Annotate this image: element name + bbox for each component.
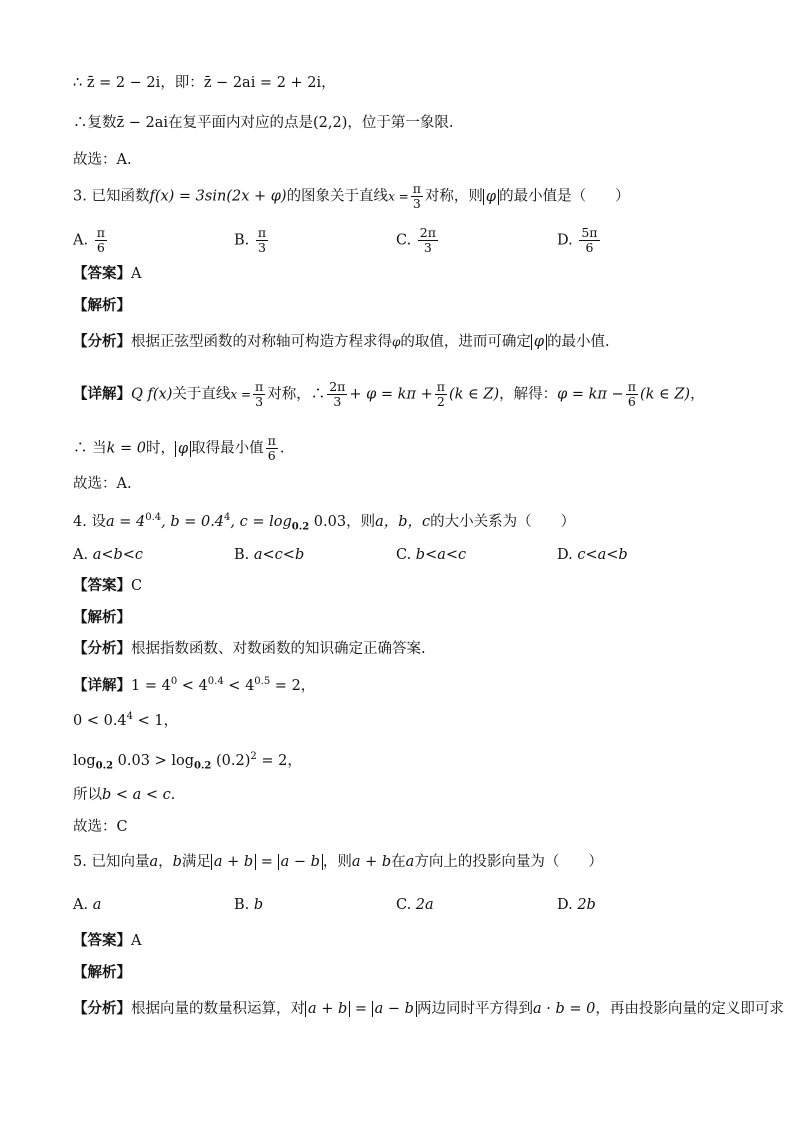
answer-tag: 【答案】 bbox=[73, 578, 131, 594]
option-text: b<a<c bbox=[415, 547, 467, 563]
detail-tag: 【详解】 bbox=[73, 677, 131, 694]
math-expr: log bbox=[73, 752, 96, 769]
q4-option-d bbox=[557, 543, 628, 567]
jiexi-tag: 【解析】 bbox=[73, 610, 131, 626]
q4-option-b bbox=[234, 543, 304, 567]
numerator: π bbox=[257, 225, 267, 240]
math-expr: a = 4 bbox=[105, 513, 146, 530]
option-text: 2a bbox=[415, 897, 434, 913]
math-expr: φ = kπ − bbox=[557, 386, 624, 403]
math-expr: a + b bbox=[351, 854, 392, 870]
jiexi-tag: 【解析】 bbox=[73, 298, 131, 314]
q4-detail-3 bbox=[73, 745, 754, 779]
q3-option-d bbox=[557, 226, 602, 255]
q3-analysis bbox=[73, 330, 754, 354]
math-expr: 0.03 > log bbox=[113, 752, 194, 769]
q5-option-c bbox=[396, 893, 434, 917]
q4-option-c bbox=[396, 543, 466, 567]
numerator: π bbox=[627, 379, 636, 394]
text: ， bbox=[321, 75, 336, 91]
abs-phi: φ bbox=[531, 334, 547, 350]
option-text: a bbox=[92, 897, 102, 913]
analysis-tag: 【分析】 bbox=[73, 641, 131, 657]
option-label: D. bbox=[557, 547, 573, 563]
numerator: 2π bbox=[419, 225, 436, 240]
q3-jiexi bbox=[73, 294, 754, 318]
text: 取得最小值 bbox=[191, 440, 264, 457]
text: . bbox=[279, 440, 285, 457]
q5-answer bbox=[73, 929, 754, 953]
fraction bbox=[626, 380, 638, 409]
option-label: B. bbox=[234, 547, 250, 563]
text: 4. 设 bbox=[73, 513, 106, 530]
denominator: 3 bbox=[255, 394, 264, 409]
option-text: a<b<c bbox=[92, 547, 144, 563]
exponent: 0.4 bbox=[145, 512, 162, 523]
math-expr: ∴ z̄ = 2 − 2i bbox=[73, 75, 161, 91]
math-expr: (k ∈ Z) bbox=[448, 386, 500, 403]
q4-option-a bbox=[73, 543, 143, 567]
choose-line: 故选：A. bbox=[73, 152, 132, 168]
text: ，则 bbox=[346, 513, 376, 530]
exponent: 0 bbox=[170, 676, 178, 687]
text: 的最小值. bbox=[547, 334, 610, 350]
math-expr: < 4 bbox=[223, 677, 255, 694]
exponent: 4 bbox=[224, 512, 231, 523]
denominator: 6 bbox=[585, 240, 594, 255]
jiexi-tag: 【解析】 bbox=[73, 965, 131, 981]
math-expr: , c = log bbox=[230, 513, 292, 530]
text: 方向上的投影向量为（ ） bbox=[414, 854, 603, 870]
option-label: A. bbox=[73, 232, 89, 249]
text: 两边同时平方得到 bbox=[416, 1001, 533, 1017]
abs-phi: φ bbox=[483, 189, 499, 205]
math-expr: 1 = 4 bbox=[131, 677, 171, 694]
text: 在 bbox=[391, 854, 406, 870]
fraction bbox=[579, 226, 599, 255]
fraction bbox=[435, 380, 447, 409]
math-expr: < 1 bbox=[133, 712, 164, 729]
math-expr: , b = 0.4 bbox=[161, 513, 225, 530]
math-expr: x = bbox=[388, 189, 409, 204]
option-text: 2b bbox=[577, 897, 596, 913]
detail-tag: 【详解】 bbox=[73, 386, 131, 403]
math-expr: a · b = 0 bbox=[532, 1001, 596, 1017]
math-expr: f(x) = 3sin(2x + φ) bbox=[149, 188, 287, 205]
option-text: c<a<b bbox=[577, 547, 628, 563]
text: 所以 bbox=[73, 787, 102, 803]
text: 3. 已知函数 bbox=[73, 188, 150, 205]
answer-tag: 【答案】 bbox=[73, 933, 131, 949]
text: 对称， bbox=[267, 386, 311, 403]
q4-so bbox=[73, 783, 754, 807]
numerator: π bbox=[412, 181, 421, 196]
denominator: 3 bbox=[423, 240, 432, 255]
text: 满足 bbox=[181, 854, 211, 870]
text: ， bbox=[300, 677, 316, 694]
q4-answer bbox=[73, 574, 754, 598]
analysis-tag: 【分析】 bbox=[73, 334, 131, 350]
q4-choose: 故选：C bbox=[73, 819, 128, 835]
fraction bbox=[411, 182, 423, 211]
option-label: A. bbox=[73, 547, 89, 563]
denominator: 6 bbox=[96, 240, 105, 255]
exponent: 0.5 bbox=[254, 676, 271, 687]
math-expr: z̄ − 2ai bbox=[116, 115, 169, 131]
numerator: π bbox=[255, 379, 264, 394]
q5-option-d bbox=[557, 893, 596, 917]
text: 的最小值是（ ） bbox=[499, 188, 630, 205]
text: 关于直线 bbox=[172, 386, 231, 403]
denominator: 6 bbox=[627, 394, 636, 409]
option-label: C. bbox=[396, 547, 412, 563]
denominator: 2 bbox=[436, 394, 445, 409]
q4-detail-1 bbox=[73, 670, 754, 698]
text: ，再由投影向量的定义即可求 bbox=[595, 1001, 784, 1017]
text: ∴复数 bbox=[73, 115, 117, 131]
solution-line-point bbox=[73, 111, 754, 135]
q5-analysis bbox=[73, 997, 784, 1021]
text: 根据正弦型函数的对称轴可构造方程求得 bbox=[131, 334, 392, 350]
numerator: π bbox=[267, 433, 276, 448]
text: ， bbox=[690, 386, 705, 403]
numerator: 2π bbox=[329, 379, 346, 394]
text: ∴ 当 bbox=[73, 440, 107, 457]
fraction bbox=[418, 226, 438, 255]
math-expr: a，b，c bbox=[375, 513, 431, 530]
vector-b: b bbox=[172, 854, 182, 870]
solution-line-conjugate bbox=[73, 71, 754, 95]
math-expr: φ bbox=[392, 335, 401, 349]
q5-option-a bbox=[73, 893, 101, 917]
math-expr: < 4 bbox=[177, 677, 208, 694]
q3-option-a bbox=[73, 226, 109, 255]
q3-answer bbox=[73, 262, 754, 286]
text: 根据指数函数、对数函数的知识确定正确答案. bbox=[131, 641, 426, 657]
text: . bbox=[170, 787, 176, 803]
numerator: π bbox=[436, 379, 445, 394]
option-label: B. bbox=[234, 232, 250, 249]
fraction bbox=[266, 434, 278, 463]
question-3-stem bbox=[73, 182, 754, 211]
q4-jiexi bbox=[73, 606, 754, 630]
abs-diff: a − b bbox=[372, 1001, 417, 1017]
math-expr: (0.2) bbox=[211, 752, 251, 769]
abs-sum: a + b bbox=[305, 1001, 350, 1017]
text: 时， bbox=[146, 440, 175, 457]
answer-value: A bbox=[131, 933, 142, 949]
option-text: a<c<b bbox=[253, 547, 305, 563]
text: ， bbox=[287, 752, 302, 769]
denominator: 3 bbox=[258, 240, 266, 255]
text: 对称，则 bbox=[424, 188, 483, 205]
answer-tag: 【答案】 bbox=[73, 266, 131, 282]
vector-a: a bbox=[149, 854, 159, 870]
q3-when bbox=[73, 434, 754, 463]
fraction bbox=[327, 380, 347, 409]
answer-value: A bbox=[131, 266, 142, 282]
q5-option-b bbox=[234, 893, 263, 917]
option-label: C. bbox=[396, 232, 412, 249]
math-expr: = bbox=[350, 1001, 372, 1017]
text: 的图象关于直线 bbox=[286, 188, 389, 205]
math-expr: b < a < c bbox=[102, 787, 171, 803]
numerator: 5π bbox=[581, 225, 598, 240]
text: 的取值，进而可确定 bbox=[400, 334, 531, 350]
denominator: 6 bbox=[267, 448, 276, 463]
text: 在复平面内对应的点是 bbox=[168, 115, 314, 131]
option-label: A. bbox=[73, 897, 89, 913]
denominator: 3 bbox=[412, 196, 421, 211]
log-base: 0.2 bbox=[291, 521, 310, 533]
text: 根据向量的数量积运算，对 bbox=[131, 1001, 305, 1017]
math-expr: 0.03 bbox=[309, 513, 347, 530]
q3-option-c bbox=[396, 226, 440, 255]
math-expr: = 2 bbox=[256, 752, 288, 769]
therefore-symbol: ∴ bbox=[310, 386, 326, 403]
abs-phi: φ bbox=[175, 441, 191, 457]
math-expr: x = bbox=[230, 387, 251, 402]
q3-detail bbox=[73, 380, 754, 409]
text: ， bbox=[163, 712, 179, 729]
log-base: 0.2 bbox=[95, 760, 114, 772]
log-base: 0.2 bbox=[193, 760, 212, 772]
fraction bbox=[256, 226, 268, 255]
math-expr: k = 0 bbox=[106, 440, 146, 457]
abs-sum: a + b bbox=[211, 854, 256, 870]
math-expr: z̄ − 2ai = 2 + 2i bbox=[203, 75, 322, 91]
answer-value: C bbox=[131, 578, 143, 594]
question-5-stem bbox=[73, 850, 754, 874]
option-text: b bbox=[253, 897, 264, 913]
numerator: π bbox=[96, 225, 105, 240]
option-label: B. bbox=[234, 897, 250, 913]
math-expr: 0 < 0.4 bbox=[73, 712, 127, 729]
text: ， bbox=[158, 854, 173, 870]
math-expr: = 2 bbox=[270, 677, 301, 694]
text: ，位于第一象限. bbox=[347, 115, 454, 131]
q3-option-b bbox=[234, 226, 270, 255]
option-label: D. bbox=[557, 232, 573, 249]
math-expr: + φ = kπ + bbox=[349, 386, 433, 403]
denominator: 3 bbox=[333, 394, 342, 409]
abs-diff: a − b bbox=[278, 854, 323, 870]
text: ，即： bbox=[160, 75, 204, 91]
q3-choose: 故选：A. bbox=[73, 476, 132, 492]
text: ，解得： bbox=[499, 386, 558, 403]
text: ，则 bbox=[322, 854, 352, 870]
q5-jiexi bbox=[73, 961, 754, 985]
question-4-stem bbox=[73, 506, 754, 540]
exponent: 4 bbox=[126, 711, 134, 722]
exponent: 2 bbox=[250, 751, 257, 762]
exponent: 0.4 bbox=[207, 676, 224, 687]
option-label: D. bbox=[557, 897, 573, 913]
analysis-tag: 【分析】 bbox=[73, 1001, 131, 1017]
q4-detail-2 bbox=[73, 705, 754, 733]
fraction bbox=[95, 226, 107, 255]
math-expr: Q f(x) bbox=[131, 386, 173, 403]
text: 5. 已知向量 bbox=[73, 854, 150, 870]
option-label: C. bbox=[396, 897, 412, 913]
fraction bbox=[253, 380, 265, 409]
math-expr: (2,2) bbox=[313, 115, 348, 131]
math-expr: = bbox=[256, 854, 278, 870]
math-expr: (k ∈ Z) bbox=[639, 386, 691, 403]
text: 的大小关系为（ ） bbox=[430, 513, 576, 530]
vector-a: a bbox=[405, 854, 415, 870]
q4-analysis bbox=[73, 637, 754, 661]
